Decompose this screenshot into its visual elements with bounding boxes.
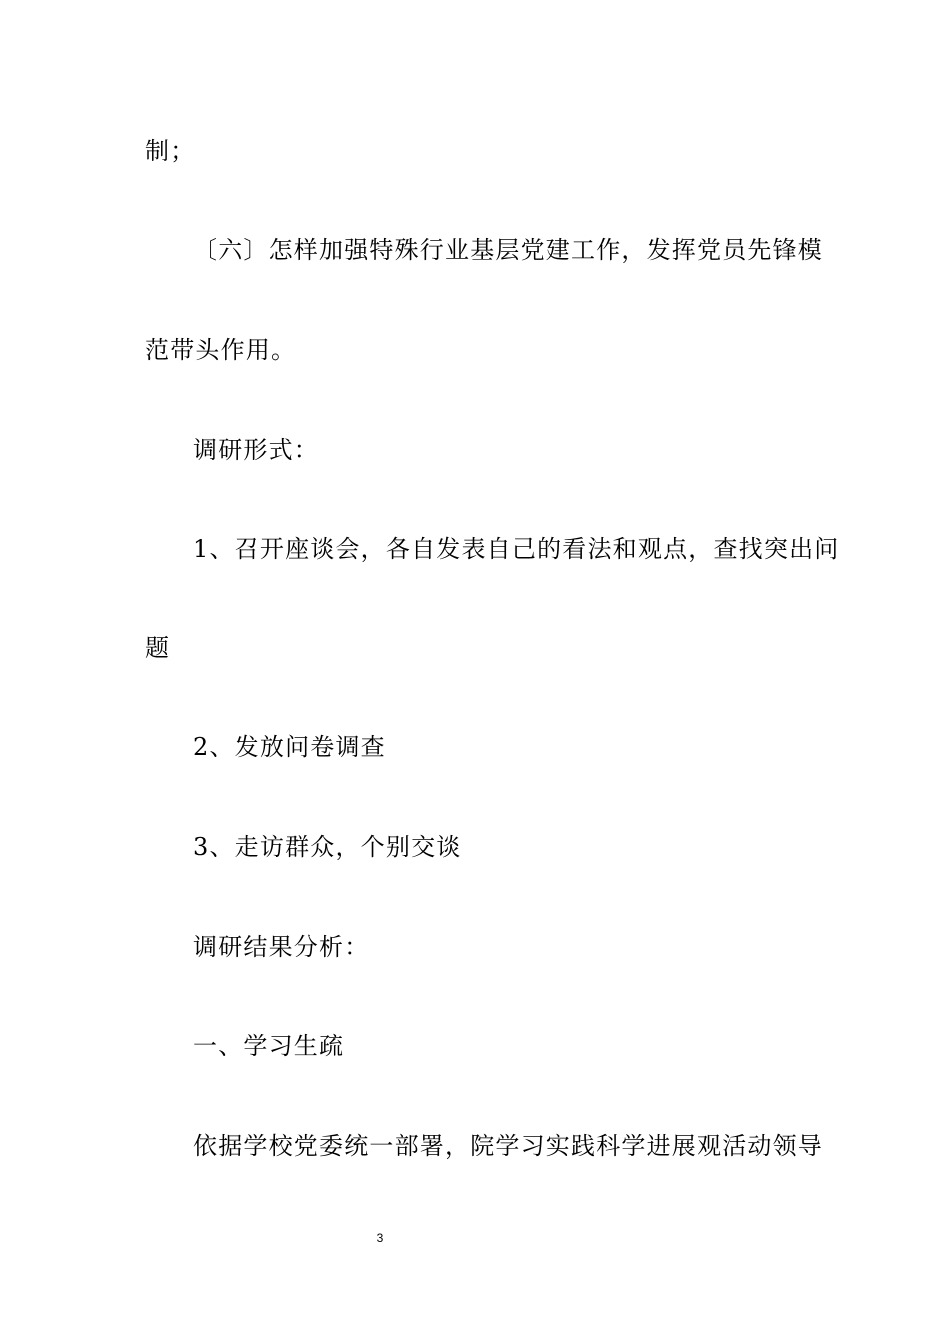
- list-item-3: 3、走访群众，个别交谈: [193, 833, 462, 861]
- list-item-1-cont: 题: [145, 634, 171, 662]
- section-heading-one: 一、学习生疏: [193, 1032, 345, 1060]
- list-item-2: 2、发放问卷调查: [193, 733, 386, 761]
- paragraph-line: 依据学校党委统一部署，院学习实践科学进展观活动领导: [193, 1132, 823, 1160]
- text-line-item-six-cont: 范带头作用。: [145, 336, 297, 364]
- list-item-1: 1、召开座谈会，各自发表自己的看法和观点，查找突出问: [193, 535, 840, 563]
- text-line-item-six: 〔六〕怎样加强特殊行业基层党建工作，发挥党员先锋模: [193, 236, 823, 264]
- page-number: 3: [376, 1231, 384, 1245]
- heading-research-form: 调研形式：: [193, 436, 319, 464]
- heading-result-analysis: 调研结果分析：: [193, 933, 370, 961]
- text-line-continuation: 制；: [145, 137, 196, 165]
